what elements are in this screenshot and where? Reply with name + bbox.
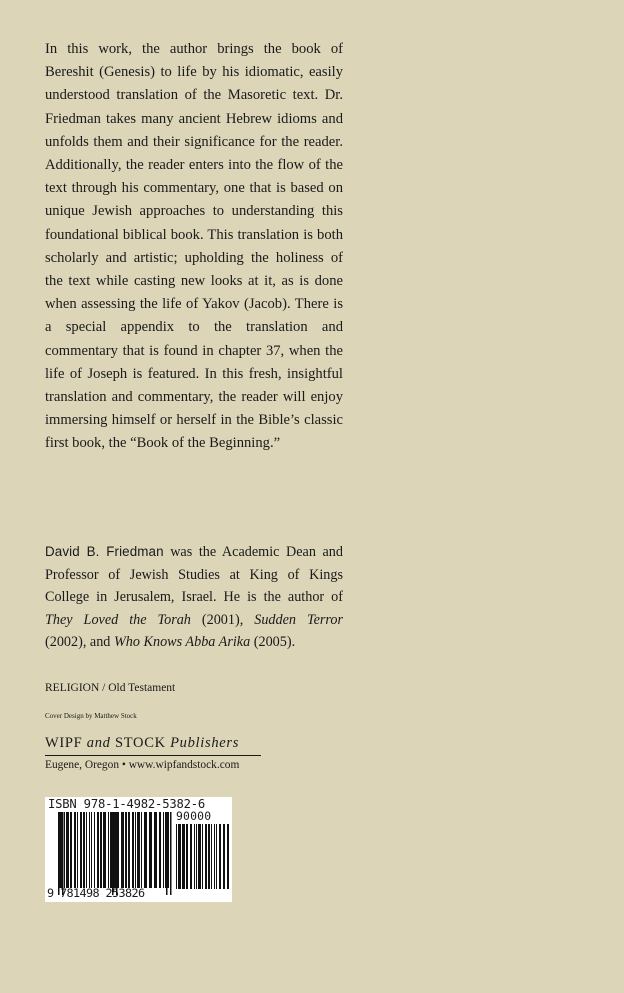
barcode-bar	[176, 824, 177, 889]
barcode-bar	[219, 824, 221, 889]
bio-text-3: (2002), and	[45, 634, 114, 651]
barcode-bar	[103, 812, 106, 888]
barcode-bar	[154, 812, 157, 888]
barcode-bar	[125, 812, 127, 888]
barcode-bar	[77, 812, 78, 888]
barcode-bar	[163, 812, 164, 888]
book-title-2: Sudden Terror	[254, 611, 343, 628]
barcode-bar	[141, 812, 142, 888]
barcode-guard-bar	[116, 812, 118, 895]
book-title-3: Who Knows Abba Arika	[113, 634, 251, 651]
barcode-bar	[121, 812, 124, 888]
publisher-block	[45, 735, 261, 771]
publisher-name-part-3: STOCK	[110, 735, 171, 751]
barcode-bar	[202, 824, 203, 889]
publisher-name-part-2: and	[86, 735, 111, 751]
publisher-name-part-4: Publishers	[170, 735, 240, 751]
barcode-bar	[227, 824, 229, 889]
barcode-guard-bar	[166, 812, 168, 895]
bio-text-2: (2001),	[190, 611, 255, 628]
barcode-guard-bar	[62, 812, 64, 895]
barcode-bar	[178, 824, 181, 889]
barcode-bar	[216, 824, 217, 889]
barcode-bar	[74, 812, 76, 888]
barcode-bar	[223, 824, 225, 889]
barcode-bar	[94, 812, 95, 888]
back-cover-blurb	[45, 38, 343, 456]
barcode-bar	[132, 812, 134, 888]
barcode-bar	[135, 812, 136, 888]
barcode-bar	[137, 812, 140, 888]
ean-digits: 9 781498 253826	[47, 886, 145, 900]
bio-text-1: was the Academic Dean and Professor of Jewish Studies at King of Kings College in Jerusalem, Israel. He is the author of	[45, 544, 343, 606]
blurb-paragraph: In this work, the author brings the book of Bereshit (Genesis) to life by his idiomatic, easily understood translation of the Masoretic text. Dr. Friedman takes many ancient Hebrew idioms and unfolds them and their significance for the reader. Additionally, the reader enters into the flow of the text through his commentary, one that is based on unique Jewish approaches to understanding this foundational biblical book. This translation is both scholarly and artistic; upholding the holiness of the text while casting new looks at it, as is done when assessing the life of Yakov (Jacob). There is a special appendix to the translation and commentary that is found in chapter 37, when the life of Joseph is featured. In this fresh, insightful translation and commentary, the reader will enjoy immersing himself or herself in the Bible’s classic first book, the “Book of the Beginning.”	[45, 41, 343, 452]
barcode-bar	[110, 812, 112, 888]
barcode-bar	[190, 824, 192, 889]
barcode-bar	[86, 812, 87, 888]
isbn-number: ISBN 978-1-4982-5382-6	[48, 797, 206, 811]
barcode-bar	[196, 824, 197, 889]
bio-text-4: (2005).	[250, 634, 296, 651]
barcode-bar	[83, 812, 85, 888]
barcode-bar	[80, 812, 82, 888]
barcode-bar	[208, 824, 210, 889]
publisher-name-part-1: WIPF	[45, 735, 87, 751]
price-code: 90000	[176, 809, 212, 823]
bisac-category: RELIGION / Old Testament	[45, 682, 176, 694]
isbn-barcode	[45, 797, 232, 902]
barcode-bar	[70, 812, 72, 888]
barcode-bar	[182, 824, 185, 889]
barcode-bar	[66, 812, 69, 888]
author-bio-paragraph	[45, 541, 343, 654]
cover-design-credit: Cover Design by Matthew Stock	[45, 712, 137, 720]
author-name: David B. Friedman	[45, 544, 164, 559]
barcode-bar	[194, 824, 195, 889]
barcode-bar	[108, 812, 109, 888]
barcode-bar	[198, 824, 201, 889]
barcode-bar	[159, 812, 161, 888]
barcode-bar	[186, 824, 188, 889]
barcode-bar	[97, 812, 99, 888]
barcode-bar	[89, 812, 90, 888]
barcode-bar	[214, 824, 215, 889]
publisher-location: Eugene, Oregon • www.wipfandstock.com	[45, 759, 240, 771]
barcode-bar	[149, 812, 152, 888]
book-title-1: They Loved the Torah	[45, 611, 191, 628]
barcode-bar	[100, 812, 102, 888]
barcode-bar	[144, 812, 147, 888]
barcode-guard-bar	[112, 812, 114, 895]
barcode-bar	[165, 812, 166, 888]
barcode-bar	[91, 812, 92, 888]
barcode-guard-bar	[58, 812, 60, 895]
author-bio	[45, 541, 343, 654]
barcode-bar	[128, 812, 130, 888]
barcode-bar	[64, 812, 65, 888]
barcode-guard-bar	[170, 812, 172, 895]
barcode-bar	[211, 824, 212, 889]
barcode-bar	[205, 824, 207, 889]
publisher-name	[45, 735, 261, 756]
